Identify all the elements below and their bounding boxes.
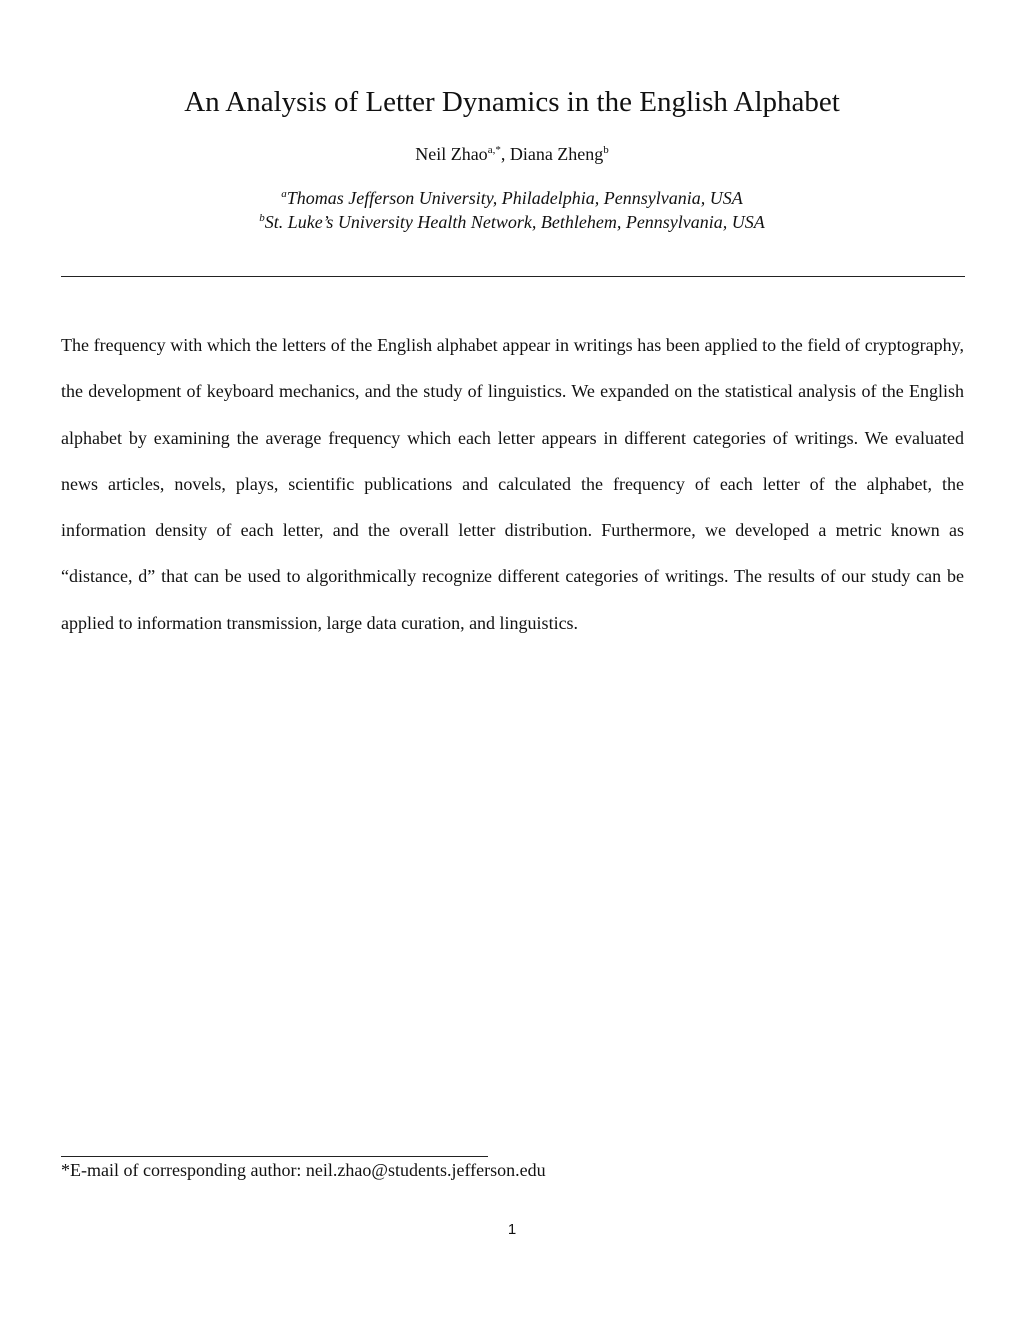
author-name: Diana Zheng [509,144,604,164]
affiliations [0,186,1024,234]
author-marks: b [603,144,609,156]
header-divider [61,276,965,277]
author-separator: , [500,144,510,164]
affiliation-text: Thomas Jefferson University, Philadelphia, Pennsylvania, USA [286,188,743,208]
author-line [0,142,1024,166]
author-name: Neil Zhao [415,144,488,164]
footnote-divider [61,1156,488,1157]
paper-title: An Analysis of Letter Dynamics in the English Alphabet [184,86,840,118]
affiliation-mark: b [259,212,265,224]
affiliation-mark: a [281,188,287,200]
affiliation-text: St. Luke’s University Health Network, Bethlehem, Pennsylvania, USA [264,212,765,232]
affiliation-line [0,186,1024,210]
author-marks: a,* [487,144,501,156]
affiliation-line [0,210,1024,234]
corresponding-author-footnote: *E-mail of corresponding author: neil.zhao@students.jefferson.edu [61,1160,546,1180]
abstract-paragraph: The frequency with which the letters of the English alphabet appear in writings has been applied to the field of cryptography, the development of keyboard mechanics, and the study of linguistics. We expanded on the statistical analysis of the English alphabet by examining the average frequency which each letter appears in different categories of writings. We evaluated news articles, novels, plays, scientific publications and calculated the frequency of each letter of the alphabet, the information density of each letter, and the overall letter distribution. Furthermore, we developed a metric known as “distance, d” that can be used to algorithmically recognize different categories of writings. The results of our study can be applied to information transmission, large data curation, and linguistics. [61,335,964,633]
page-number: 1 [507,1221,517,1238]
